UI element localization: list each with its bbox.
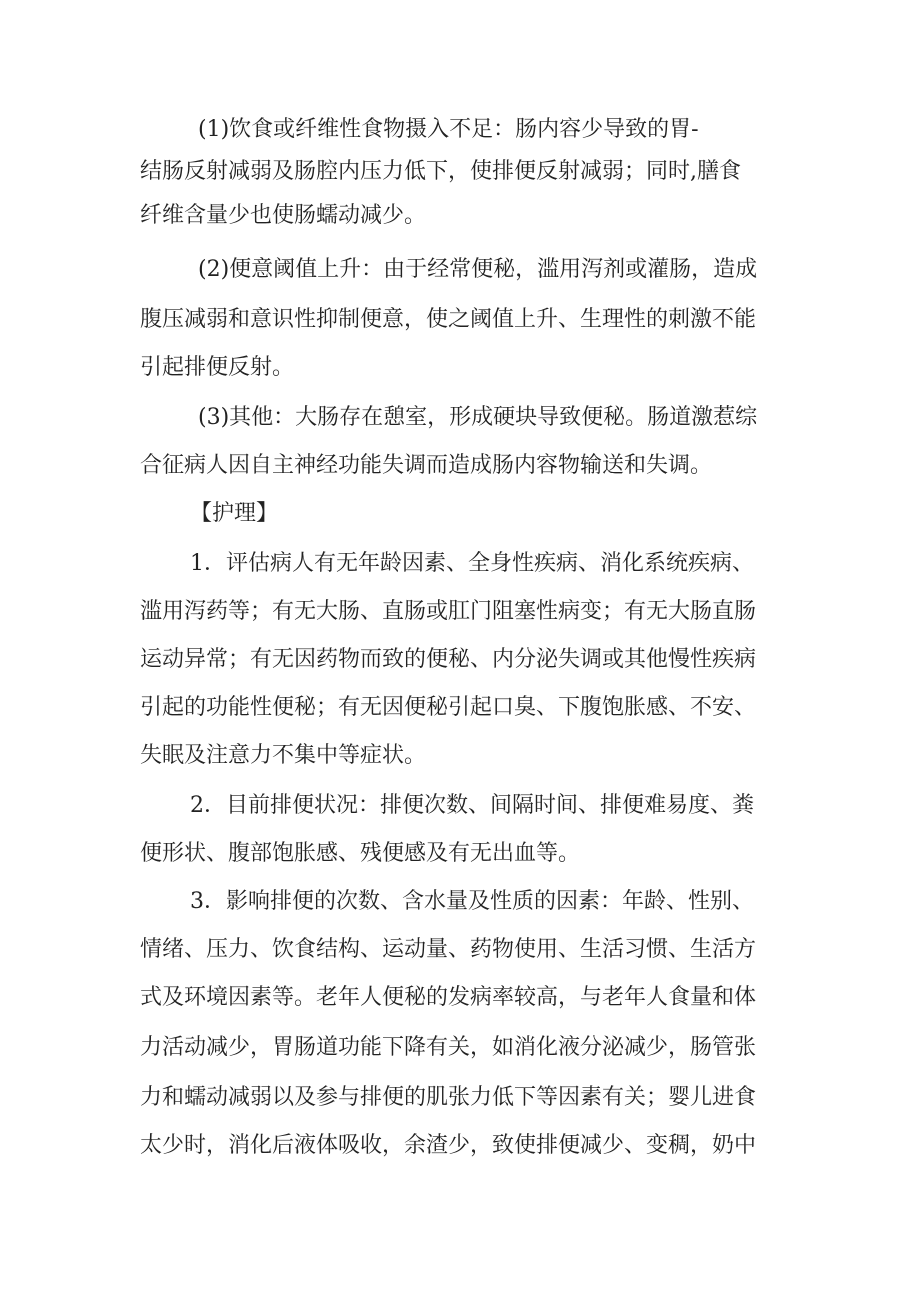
item-3-line-6: 太少时，消化后液体吸收，余渣少，致使排便减少、变稠，奶中 xyxy=(140,1133,757,1158)
item-2-line-1: 2．目前排便状况：排便次数、间隔时间、排便难易度、粪 xyxy=(190,793,754,818)
paragraph-2-line-3: 引起排便反射。 xyxy=(140,355,295,380)
item-3-line-1: 3．影响排便的次数、含水量及性质的因素：年龄、性别、 xyxy=(190,889,754,914)
item-3-line-5: 力和蠕动减弱以及参与排便的肌张力低下等因素有关；婴儿进食 xyxy=(140,1085,757,1110)
item-3-line-4: 力活动减少，胃肠道功能下降有关，如消化液分泌减少，肠管张 xyxy=(140,1035,757,1060)
item-2-line-2: 便形状、腹部饱胀感、残便感及有无出血等。 xyxy=(140,841,581,866)
paragraph-2-line-2: 腹压减弱和意识性抑制便意，使之阈值上升、生理性的刺激不能 xyxy=(140,307,757,332)
item-1-line-5: 失眠及注意力不集中等症状。 xyxy=(140,743,427,768)
paragraph-3-line-1: (3)其他：大肠存在憩室，形成硬块导致便秘。肠道激惹综 xyxy=(198,405,758,430)
paragraph-1-line-1: (1)饮食或纤维性食物摄入不足：肠内容少导致的胃- xyxy=(198,117,699,142)
item-3-line-2: 情绪、压力、饮食结构、运动量、药物使用、生活习惯、生活方 xyxy=(140,937,757,962)
paragraph-1-line-3: 纤维含量少也使肠蠕动减少。 xyxy=(140,203,427,228)
paragraph-3-line-2: 合征病人因自主神经功能失调而造成肠内容物输送和失调。 xyxy=(140,453,713,478)
paragraph-1-line-2: 结肠反射减弱及肠腔内压力低下，使排便反射减弱；同时,膳食 xyxy=(140,159,741,184)
item-1-line-1: 1．评估病人有无年龄因素、全身性疾病、消化系统疾病、 xyxy=(190,551,754,576)
item-1-line-4: 引起的功能性便秘；有无因便秘引起口臭、下腹饱胀感、不安、 xyxy=(140,695,757,720)
item-1-line-3: 运动异常；有无因药物而致的便秘、内分泌失调或其他慢性疾病 xyxy=(140,647,757,672)
item-1-line-2: 滥用泻药等；有无大肠、直肠或肛门阻塞性病变；有无大肠直肠 xyxy=(140,599,757,624)
paragraph-2-line-1: (2)便意阈值上升：由于经常便秘，滥用泻剂或灌肠，造成 xyxy=(198,257,758,282)
item-3-line-3: 式及环境因素等。老年人便秘的发病率较高，与老年人食量和体 xyxy=(140,985,757,1010)
section-heading: 【护理】 xyxy=(190,501,279,526)
